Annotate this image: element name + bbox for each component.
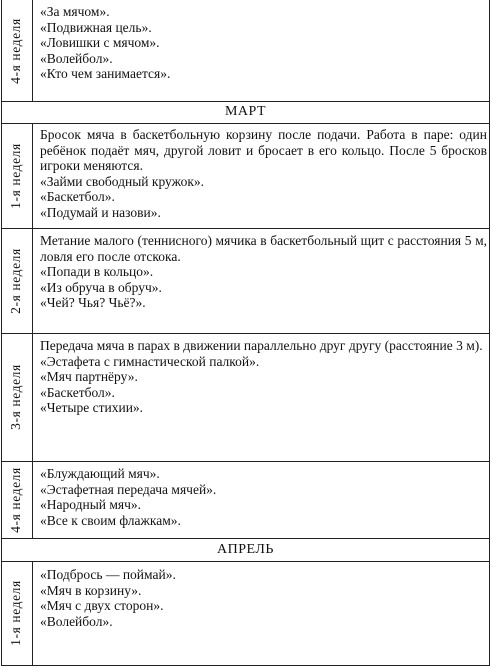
game-item: «Мяч партнёру». [40,369,138,385]
week-label: 1-я неделя [8,142,23,209]
column-divider [32,561,33,666]
row-divider [1,538,490,539]
week-content [40,567,487,629]
game-item: «Четыре стихии». [40,400,144,416]
game-item: «Все к своим флажкам». [40,512,181,528]
game-item: «Подумай и назови». [40,204,161,220]
game-item: «Эстафета с гимнастической палкой». [40,353,260,369]
row-divider [1,123,490,124]
week-label: 4-я неделя [8,17,23,84]
week-content [40,338,487,416]
exercise-description: Передача мяча в парах в движении параллельно друг другу (расстояние 3 м). [40,338,483,353]
month-header-march: МАРТ [224,104,267,119]
exercise-description: Метание малого (теннисного) мячика в баскетбольный щит с расстояния 5 м, ловля его после отскока. [40,233,487,264]
game-item: «Из обруча в обруч». [40,279,162,295]
column-divider [32,461,33,538]
game-item: «Кто чем занимается». [40,66,171,82]
game-item: «Эстафетная передача мячей». [40,481,217,497]
game-item: «Попади в кольцо». [40,264,154,280]
week-content [40,466,487,528]
week-label-cell [0,561,32,665]
week-label-cell [0,333,32,461]
week-content [40,4,487,82]
game-item: «Чей? Чья? Чьё?». [40,295,146,311]
week-label-cell [0,461,32,538]
game-item: «Волейбол». [40,50,113,66]
column-divider [32,333,33,461]
week-label-cell [0,0,32,101]
game-item: «Подбрось — поймай». [40,567,176,582]
row-divider [1,333,490,334]
game-item: «Мяч с двух сторон». [40,598,164,614]
week-label: 2-я неделя [8,247,23,314]
game-item: «Подвижная цель». [40,19,152,35]
week-label: 4-я неделя [8,466,23,533]
game-item: «За мячом». [40,4,110,19]
month-header-april: АПРЕЛЬ [217,542,274,557]
game-item: «Ловишки с мячом». [40,35,160,51]
week-label-cell [0,228,32,333]
column-divider [32,0,33,101]
week-label: 3-я неделя [8,364,23,430]
week-content [40,127,487,221]
game-item: «Народный мяч». [40,497,142,513]
game-item: «Займи свободный кружок». [40,173,205,189]
column-divider [32,123,33,228]
game-item: «Мяч в корзину». [40,582,142,598]
week-label-cell [0,123,32,228]
game-item: «Блуждающий мяч». [40,466,160,481]
game-item: «Волейбол». [40,613,113,629]
week-label: 1-я неделя [8,580,23,646]
row-divider [1,101,490,102]
exercise-description: Бросок мяча в баскетбольную корзину после подачи. Работа в паре: один ребёнок подаёт мяч, другой ловит и бросает в его кольцо. После 5 бросков игроки меняются. [40,127,487,174]
week-content [40,233,487,311]
row-divider [1,228,490,229]
row-divider [1,561,490,562]
game-item: «Баскетбол». [40,384,115,400]
row-divider [1,461,490,462]
column-divider [32,228,33,333]
game-item: «Баскетбол». [40,189,115,205]
